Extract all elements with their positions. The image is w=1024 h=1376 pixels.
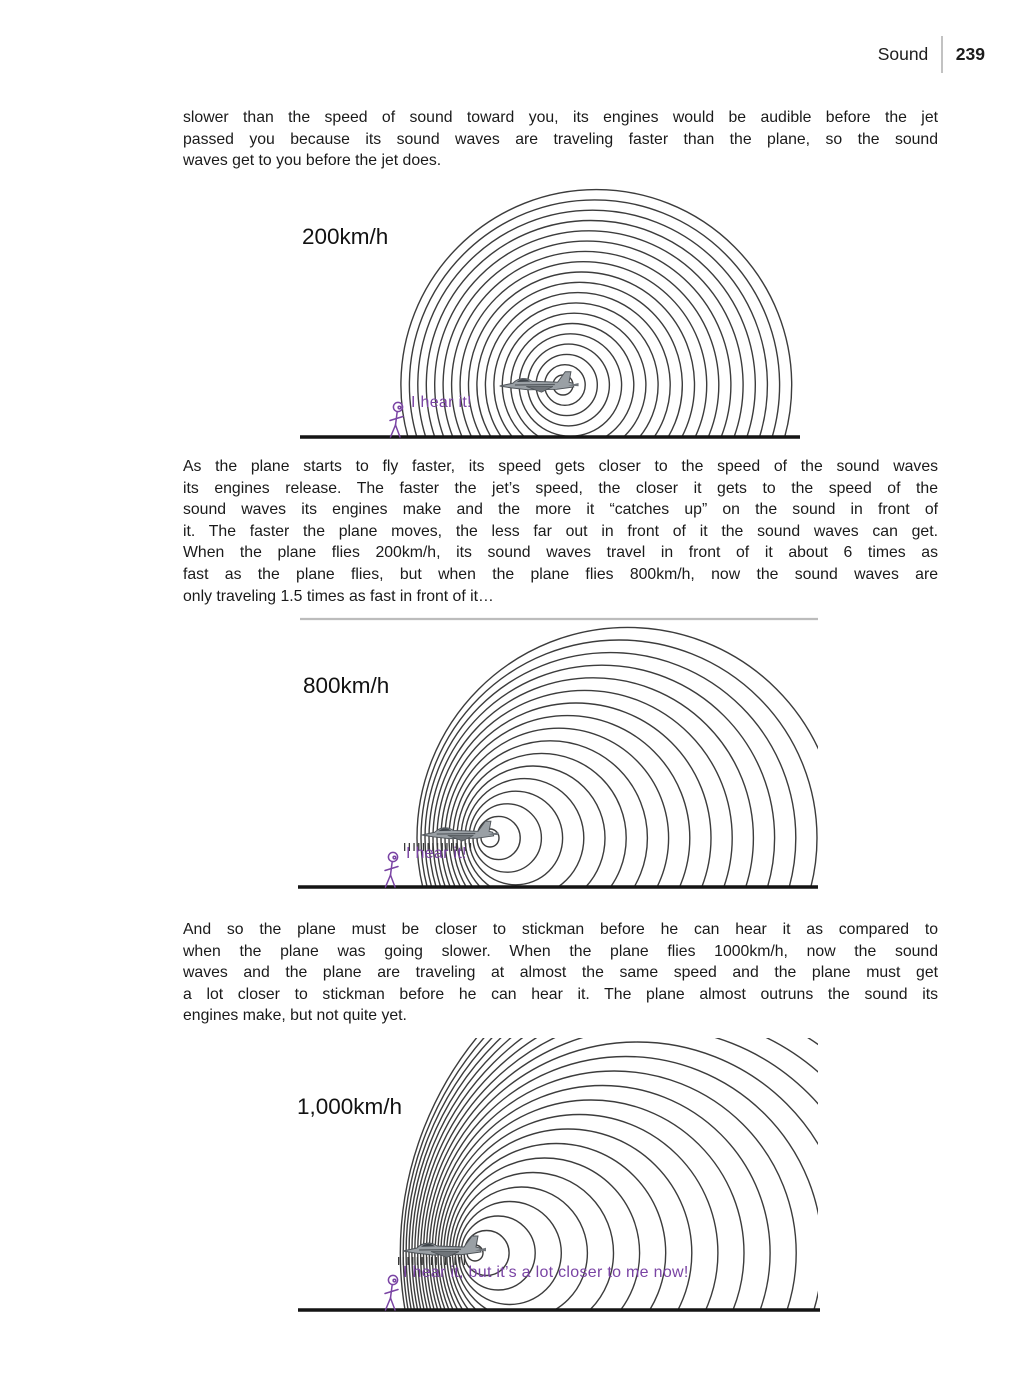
text-line: As the plane starts to fly faster, its speed gets closer to the speed of the sound waves xyxy=(183,458,938,475)
text-line: When the plane flies 200km/h, its sound waves travel in front of it about 6 times as xyxy=(183,544,938,562)
speech-text: I hear it, but it’s a lot closer to me now! xyxy=(403,1264,689,1281)
text-line: slower than the speed of sound toward you, its engines would be audible before the jet xyxy=(183,109,938,126)
text-line: when the plane was going slower. When the plane flies 1000km/h, now the sound xyxy=(183,942,938,960)
text-line: its engines release. The faster the jet’s speed, the closer it gets to the speed of the xyxy=(183,479,938,497)
figure-800kmh xyxy=(298,619,838,1049)
speech-text: I hear it! xyxy=(411,394,472,411)
text-line: a lot closer to stickman before he can hear it. The plane almost outruns the sound its xyxy=(183,985,938,1003)
section-title: Sound xyxy=(877,44,929,64)
stickman xyxy=(385,1275,398,1310)
stickman xyxy=(390,402,403,437)
stickman xyxy=(385,852,398,887)
sound-wave-circles xyxy=(400,912,1024,1376)
text-line: fast as the plane flies, but when the plane flies 800km/h, now the sound waves are xyxy=(183,565,938,583)
text-line: waves and the plane are traveling at almost the same speed and the plane must get xyxy=(183,964,938,982)
text-line: And so the plane must be closer to stickman before he can hear it as compared to xyxy=(183,921,938,938)
text-line: sound waves its engines make and the more it “catches up” on the sound in front of xyxy=(183,501,938,519)
sound-wave-circles xyxy=(401,190,792,581)
text-line: passed you because its sound waves are traveling faster than the plane, so the sound xyxy=(183,130,938,148)
speech-text: I hear it! xyxy=(406,845,467,862)
speed-label-800kmh: 800km/h xyxy=(303,673,390,698)
text-line: waves get to you before the jet does. xyxy=(183,152,442,170)
text-line: engines make, but not quite yet. xyxy=(183,1007,407,1025)
figure-200kmh xyxy=(0,0,800,580)
speed-label-1000kmh: 1,000km/h xyxy=(297,1094,403,1119)
speed-label-200kmh: 200km/h xyxy=(302,224,389,249)
page-number: 239 xyxy=(955,44,985,64)
text-line: only traveling 1.5 times as fast in front of it… xyxy=(183,587,494,605)
text-line: it. The faster the plane moves, the less far out in front of it the sound waves can get. xyxy=(183,522,938,540)
